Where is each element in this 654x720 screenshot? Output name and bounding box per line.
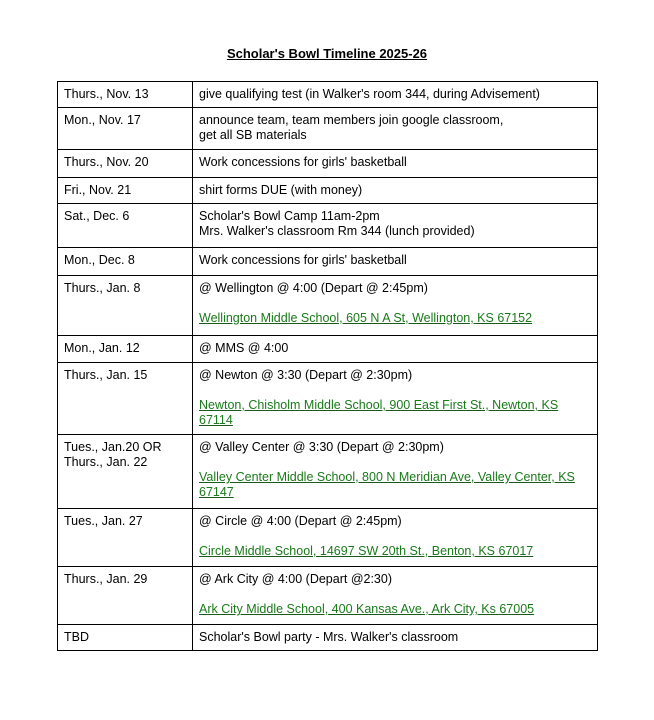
timeline-row <box>58 178 598 204</box>
timeline-row <box>58 248 598 276</box>
date-text: Thurs., Jan. 22 <box>64 455 148 469</box>
event-text: @ Newton @ 3:30 (Depart @ 2:30pm) <box>199 368 413 382</box>
document-title: Scholar's Bowl Timeline 2025-26 <box>226 46 428 61</box>
event-cell <box>193 276 598 336</box>
date-text: TBD <box>64 630 89 644</box>
date-cell <box>58 204 193 248</box>
event-text: @ Valley Center @ 3:30 (Depart @ 2:30pm) <box>199 440 444 454</box>
address-link[interactable]: Ark City Middle School, 400 Kansas Ave., Ark City, Ks 67005 <box>199 602 535 616</box>
timeline-row <box>58 108 598 150</box>
date-cell <box>58 82 193 108</box>
address-link[interactable]: Circle Middle School, 14697 SW 20th St., Benton, KS 67017 <box>199 544 534 558</box>
event-cell <box>193 248 598 276</box>
timeline-row <box>58 276 598 336</box>
event-text: Scholar's Bowl Camp 11am-2pm <box>199 209 380 223</box>
date-cell <box>58 150 193 178</box>
timeline-row <box>58 336 598 363</box>
date-cell <box>58 625 193 651</box>
timeline-row <box>58 567 598 625</box>
event-text: Work concessions for girls' basketball <box>199 155 407 169</box>
event-text: @ Wellington @ 4:00 (Depart @ 2:45pm) <box>199 281 428 295</box>
event-text: give qualifying test (in Walker's room 344, during Advisement) <box>199 87 540 101</box>
timeline-row <box>58 82 598 108</box>
event-text: shirt forms DUE (with money) <box>199 183 363 197</box>
date-text: Thurs., Nov. 20 <box>64 155 149 169</box>
event-text: @ Ark City @ 4:00 (Depart @2:30) <box>199 572 392 586</box>
date-text: Thurs., Nov. 13 <box>64 87 149 101</box>
date-text: Mon., Nov. 17 <box>64 113 141 127</box>
timeline-row <box>58 363 598 435</box>
date-cell <box>58 435 193 509</box>
event-cell <box>193 625 598 651</box>
event-cell <box>193 567 598 625</box>
date-cell <box>58 108 193 150</box>
timeline-row <box>58 509 598 567</box>
date-cell <box>58 178 193 204</box>
event-cell <box>193 82 598 108</box>
event-text: @ Circle @ 4:00 (Depart @ 2:45pm) <box>199 514 402 528</box>
date-cell <box>58 248 193 276</box>
date-text: Thurs., Jan. 15 <box>64 368 148 382</box>
event-text: Work concessions for girls' basketball <box>199 253 407 267</box>
event-cell <box>193 178 598 204</box>
event-text: Mrs. Walker's classroom Rm 344 (lunch provided) <box>199 224 475 238</box>
address-link[interactable]: Wellington Middle School, 605 N A St, Wellington, KS 67152 <box>199 311 533 325</box>
event-cell <box>193 150 598 178</box>
event-cell <box>193 509 598 567</box>
event-text: @ MMS @ 4:00 <box>199 341 289 355</box>
address-link[interactable]: Newton, Chisholm Middle School, 900 East First St., Newton, KS 67114 <box>199 398 559 427</box>
date-text: Tues., Jan. 27 <box>64 514 143 528</box>
date-cell <box>58 509 193 567</box>
date-text: Thurs., Jan. 29 <box>64 572 148 586</box>
date-text: Mon., Jan. 12 <box>64 341 140 355</box>
date-cell <box>58 276 193 336</box>
date-text: Thurs., Jan. 8 <box>64 281 141 295</box>
timeline-row <box>58 625 598 651</box>
event-cell <box>193 108 598 150</box>
date-text: Fri., Nov. 21 <box>64 183 132 197</box>
event-text: Scholar's Bowl party - Mrs. Walker's classroom <box>199 630 459 644</box>
timeline-table <box>57 81 598 651</box>
event-cell <box>193 336 598 363</box>
event-cell <box>193 204 598 248</box>
date-text: Sat., Dec. 6 <box>64 209 130 223</box>
timeline-row <box>58 435 598 509</box>
event-text: announce team, team members join google classroom, <box>199 113 504 127</box>
date-text: Tues., Jan.20 OR <box>64 440 162 454</box>
event-text: get all SB materials <box>199 128 307 142</box>
timeline-row <box>58 204 598 248</box>
event-cell <box>193 435 598 509</box>
event-cell <box>193 363 598 435</box>
timeline-row <box>58 150 598 178</box>
address-link[interactable]: Valley Center Middle School, 800 N Meridian Ave, Valley Center, KS 67147 <box>199 470 575 499</box>
date-cell <box>58 567 193 625</box>
date-text: Mon., Dec. 8 <box>64 253 135 267</box>
date-cell <box>58 363 193 435</box>
date-cell <box>58 336 193 363</box>
